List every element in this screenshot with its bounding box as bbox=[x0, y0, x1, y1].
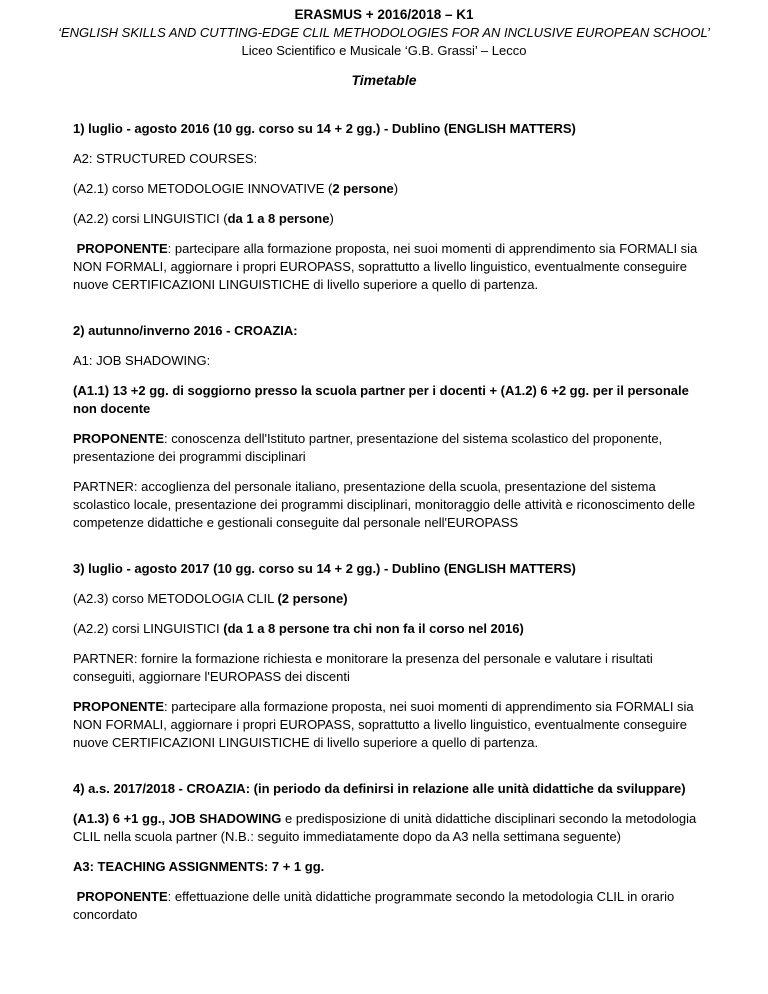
section-3-partner: PARTNER: fornire la formazione richiesta e monitorare la presenza del personale e valutare i risultati conseguiti, aggiornare l'EUROPASS dei discenti bbox=[73, 651, 653, 684]
text-bold: (2 persone) bbox=[277, 591, 348, 606]
document-body bbox=[73, 120, 703, 936]
page-title: Timetable bbox=[351, 72, 417, 88]
section-4-a13 bbox=[73, 810, 703, 846]
section-2-a1: A1: JOB SHADOWING: bbox=[73, 353, 211, 368]
section-2-heading: 2) autunno/inverno 2016 - CROAZIA: bbox=[73, 323, 298, 338]
text-bold: (A1.3) 6 +1 gg., JOB SHADOWING bbox=[73, 811, 282, 826]
proponente-label: PROPONENTE bbox=[76, 889, 168, 904]
proponente-text: : partecipare alla formazione proposta, nei suoi momenti di apprendimento sia FORMALI sia NON FORMALI, aggiornare i propri EUROPASS, soprattutto a livello linguistico, eventualmente conseguire nuove CERTIFICAZIONI LINGUISTICHE di livello superiore a quello di partenza. bbox=[73, 699, 694, 750]
text: ) bbox=[329, 211, 334, 226]
text: e predisposizione di unità didattiche disciplinari secondo la metodologia CLIL nella scuola partner (N.B.: seguito immediatamente dopo da A3 nella settimana seguente) bbox=[73, 811, 697, 844]
section-1-a21 bbox=[73, 180, 703, 198]
proponente-label: PROPONENTE bbox=[73, 699, 165, 714]
text: (A2.2) corsi LINGUISTICI bbox=[73, 621, 224, 636]
section-1-heading: 1) luglio - agosto 2016 (10 gg. corso su 14 + 2 gg.) - Dublino (ENGLISH MATTERS) bbox=[73, 121, 576, 136]
section-2-a11: (A1.1) 13 +2 gg. di soggiorno presso la scuola partner per i docenti + (A1.2) 6 +2 gg. per il personale non docente bbox=[73, 383, 689, 416]
section-4-heading: 4) a.s. 2017/2018 - CROAZIA: (in periodo da definirsi in relazione alle unità didattiche da sviluppare) bbox=[73, 781, 686, 796]
section-4-a3: A3: TEACHING ASSIGNMENTS: 7 + 1 gg. bbox=[73, 859, 325, 874]
proponente-text: : conoscenza dell'Istituto partner, presentazione del sistema scolastico del proponente, presentazione dei programmi disciplinari bbox=[73, 431, 663, 464]
section-3-heading: 3) luglio - agosto 2017 (10 gg. corso su 14 + 2 gg.) - Dublino (ENGLISH MATTERS) bbox=[73, 561, 576, 576]
header-project-code: ERASMUS + 2016/2018 – K1 bbox=[294, 7, 474, 22]
section-2-partner: PARTNER: accoglienza del personale italiano, presentazione della scuola, presentazione del sistema scolastico locale, presentazione dei programmi disciplinari, monitoraggio delle attività e riconoscimento delle competenze didattiche e gestionali conseguite dal personale nell'EUROPASS bbox=[73, 479, 696, 530]
section-2-proponente bbox=[73, 430, 703, 466]
header-school: Liceo Scientifico e Musicale ‘G.B. Grassi’ – Lecco bbox=[241, 43, 527, 58]
text-bold: (da 1 a 8 persone tra chi non fa il corso nel 2016) bbox=[223, 621, 524, 636]
spacer bbox=[73, 544, 703, 560]
proponente-label: PROPONENTE bbox=[76, 241, 168, 256]
text: (A2.1) corso METODOLOGIE INNOVATIVE ( bbox=[73, 181, 333, 196]
section-3-a23 bbox=[73, 590, 703, 608]
section-1-a22 bbox=[73, 210, 703, 228]
proponente-label: PROPONENTE bbox=[73, 431, 165, 446]
section-3-a22 bbox=[73, 620, 703, 638]
spacer bbox=[73, 306, 703, 322]
section-1-a2: A2: STRUCTURED COURSES: bbox=[73, 151, 258, 166]
text-bold: da 1 a 8 persone bbox=[227, 211, 330, 226]
section-4-proponente bbox=[73, 888, 703, 924]
text-bold: 2 persone bbox=[332, 181, 394, 196]
spacer bbox=[73, 764, 703, 780]
proponente-text: : effettuazione delle unità didattiche programmate secondo la metodologia CLIL in orario concordato bbox=[73, 889, 675, 922]
section-1-proponente bbox=[73, 240, 703, 294]
section-3-proponente bbox=[73, 698, 703, 752]
text: (A2.3) corso METODOLOGIA CLIL bbox=[73, 591, 278, 606]
proponente-text: : partecipare alla formazione proposta, nei suoi momenti di apprendimento sia FORMALI sia NON FORMALI, aggiornare i propri EUROPASS, soprattutto a livello linguistico, eventualmente conseguire nuove CERTIFICAZIONI LINGUISTICHE di livello superiore a quello di partenza. bbox=[73, 241, 698, 292]
text: ) bbox=[393, 181, 399, 196]
document-header bbox=[0, 6, 768, 60]
text: (A2.2) corsi LINGUISTICI ( bbox=[73, 211, 228, 226]
header-project-title: ‘ENGLISH SKILLS AND CUTTING-EDGE CLIL METHODOLOGIES FOR AN INCLUSIVE EUROPEAN SCHOOL’ bbox=[58, 25, 710, 40]
